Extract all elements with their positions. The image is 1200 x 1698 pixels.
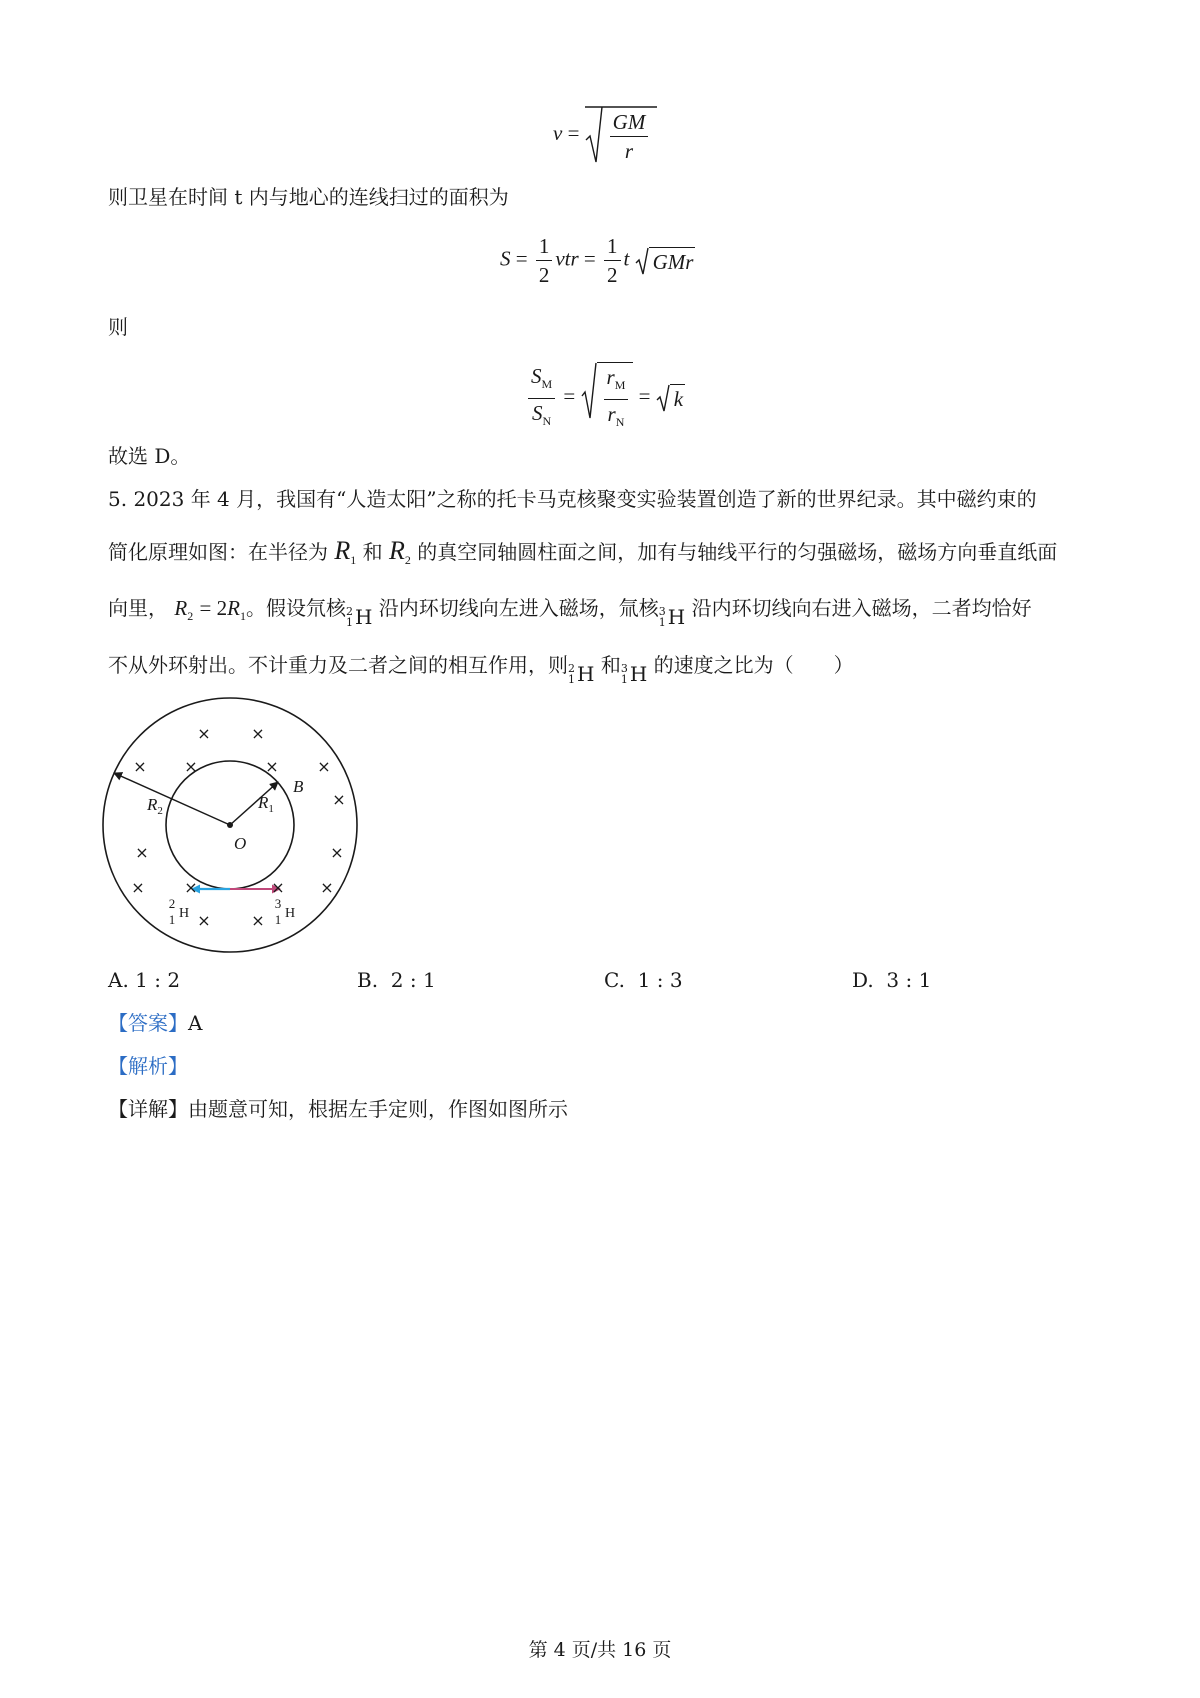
q-l3-part-b: 。假设氘核: [245, 596, 346, 620]
q-l3-triton-charge: 1: [658, 616, 666, 629]
q-l2-part-b: 的真空同轴圆柱面之间，加有与轴线平行的匀强磁场，磁场方向垂直纸面: [417, 540, 1058, 564]
cross: ×: [135, 843, 149, 862]
label-r2: $R_2$: [147, 795, 163, 817]
q-l3-r2-sub: 2: [187, 609, 194, 623]
radius-r2-arrow: [114, 773, 230, 825]
cross: ×: [320, 878, 334, 897]
q-l2-and: 和: [362, 540, 383, 564]
cross: ×: [265, 757, 279, 776]
detail-line: [108, 1095, 568, 1123]
eq3-sqrt-ratio: [581, 362, 634, 434]
label-o: O: [234, 834, 247, 853]
deuteron-mass-label: 2: [168, 896, 176, 911]
q-l3-deuteron-charge: 1: [345, 616, 353, 629]
text-area-intro: 则卫星在时间 t 内与地心的连线扫过的面积为: [108, 185, 509, 209]
option-b-value: 2 : 1: [390, 968, 436, 992]
eq1-denominator: r: [624, 138, 634, 163]
eq2-radicand: GMr: [649, 247, 696, 275]
cross: ×: [271, 878, 285, 897]
q-l3-part-a: 向里，: [108, 596, 168, 620]
triton-symbol-label: H: [285, 906, 296, 921]
option-a-label: A.: [108, 968, 129, 992]
eq3-sqrt-k: [656, 384, 685, 412]
eq1-sqrt: [585, 106, 654, 164]
eq2-half-den-1: 2: [538, 263, 550, 287]
q-l4-and: 和: [600, 653, 621, 677]
cross: ×: [131, 878, 145, 897]
cross: ×: [251, 724, 265, 743]
eq2-half-num-1: 1: [536, 234, 553, 261]
q-l4-triton-charge: 1: [620, 673, 628, 686]
answer-line: [108, 1009, 202, 1037]
question-line-4: [108, 651, 854, 688]
eq3-sn: S: [532, 400, 543, 425]
q-l4-triton-mass: 3: [620, 662, 628, 675]
eq2-lhs: S: [500, 246, 511, 271]
cross: ×: [197, 724, 211, 743]
field-crosses: [131, 724, 345, 930]
q-l3-r1: R: [227, 596, 240, 620]
text-conclusion: 故选 D。: [108, 444, 191, 468]
cross: ×: [317, 757, 331, 776]
cross: ×: [184, 757, 198, 776]
label-r1: $R_1$: [258, 793, 274, 815]
cross: ×: [197, 911, 211, 930]
eq2-half-num-2: 1: [604, 234, 621, 261]
cross: ×: [332, 790, 346, 809]
q-l3-r1-sub: 1: [239, 609, 246, 623]
option-a[interactable]: [108, 966, 180, 994]
q-l4-part-c: 的速度之比为（ ）: [653, 653, 854, 677]
eq2-half-den-2: 2: [607, 263, 618, 287]
option-b-label: B.: [357, 968, 379, 992]
q-l3-r2: R: [174, 596, 188, 620]
eq3-k: k: [670, 384, 685, 412]
label-b: B: [293, 777, 304, 796]
detail-tag: 【详解】: [108, 1097, 188, 1121]
text-then: 则: [108, 315, 128, 339]
option-d-label: D.: [852, 968, 874, 992]
q-l3-triton-symbol: H: [667, 605, 686, 629]
answer-tag: 【答案】: [108, 1011, 188, 1035]
analysis-line: [108, 1052, 188, 1080]
eq1-equals: =: [567, 120, 580, 145]
q-l2-part-a: 简化原理如图：在半径为: [108, 540, 328, 564]
equation-area-ratio: [525, 362, 685, 434]
q-l4-deuteron-charge: 1: [568, 673, 575, 686]
equation-swept-area: [500, 234, 695, 287]
eq3-equals-2: =: [638, 383, 651, 408]
question-line-2: [108, 537, 1057, 574]
q-l4-deuteron-symbol: H: [577, 662, 595, 686]
q-l3-part-c: 沿内环切线向左进入磁场，氚核: [378, 596, 659, 620]
option-a-value: 1 : 2: [135, 968, 181, 992]
eq3-sn-sub: N: [542, 413, 552, 428]
triton-mass-label: 3: [274, 896, 282, 911]
cross: ×: [133, 757, 147, 776]
eq3-rm: r: [606, 365, 615, 389]
q-r2-sub: 2: [404, 553, 411, 567]
option-c-label: C.: [604, 968, 625, 992]
q-r2-symbol: R: [388, 536, 405, 565]
q-l4-triton-symbol: H: [629, 662, 648, 686]
answer-value: A: [188, 1011, 203, 1035]
q-l4-part-a: 不从外环射出。不计重力及二者之间的相互作用，则: [108, 653, 568, 677]
option-b[interactable]: [357, 966, 436, 994]
eq1-lhs: v: [553, 120, 563, 145]
eq1-numerator: GM: [610, 110, 649, 137]
q-l3-deuteron-mass: 2: [345, 605, 353, 618]
eq3-sm: S: [531, 363, 542, 388]
q-l3-eq: = 2: [199, 596, 228, 620]
q-l3-part-d: 沿内环切线向右进入磁场，二者均恰好: [691, 596, 1032, 620]
eq2-equals-1: =: [515, 246, 528, 271]
q-r1-sub: 1: [350, 553, 357, 567]
eq3-rn: r: [607, 402, 616, 426]
cross: ×: [184, 878, 198, 897]
option-d-value: 3 : 1: [886, 968, 932, 992]
question-line-3: [108, 594, 1032, 631]
eq3-rm-sub: M: [614, 378, 626, 392]
q-l3-triton-mass: 3: [658, 605, 666, 618]
q-r1-symbol: R: [334, 536, 351, 565]
option-c-value: 1 : 3: [637, 968, 683, 992]
q-l4-deuteron-mass: 2: [568, 662, 575, 675]
triton-charge-label: 1: [274, 912, 282, 927]
magnetic-confinement-diagram: [100, 696, 370, 966]
detail-text: 由题意可知，根据左手定则，作图如图所示: [188, 1097, 568, 1121]
analysis-tag: 【解析】: [108, 1054, 188, 1078]
eq2-vtr: vtr: [555, 246, 579, 271]
eq2-sqrt: [635, 247, 696, 275]
eq3-rn-sub: N: [615, 415, 625, 429]
q-l3-deuteron-symbol: H: [354, 605, 373, 629]
question-line-1: 5. 2023 年 4 月，我国有“人造太阳”之称的托卡马克核聚变实验装置创造了新的世界纪录。其中磁约束的: [108, 487, 1037, 511]
eq2-t: t: [623, 246, 630, 271]
eq3-sm-sub: M: [541, 376, 553, 391]
page-footer: 第 4 页/共 16 页: [528, 1639, 672, 1661]
deuteron-symbol-label: H: [179, 906, 190, 921]
cross: ×: [251, 911, 265, 930]
eq3-equals-1: =: [563, 383, 576, 408]
option-c[interactable]: [604, 966, 683, 994]
eq2-equals-2: =: [583, 246, 596, 271]
option-d[interactable]: [852, 966, 931, 994]
deuteron-charge-label: 1: [168, 912, 176, 927]
equation-orbital-velocity: [553, 106, 653, 164]
cross: ×: [330, 843, 344, 862]
